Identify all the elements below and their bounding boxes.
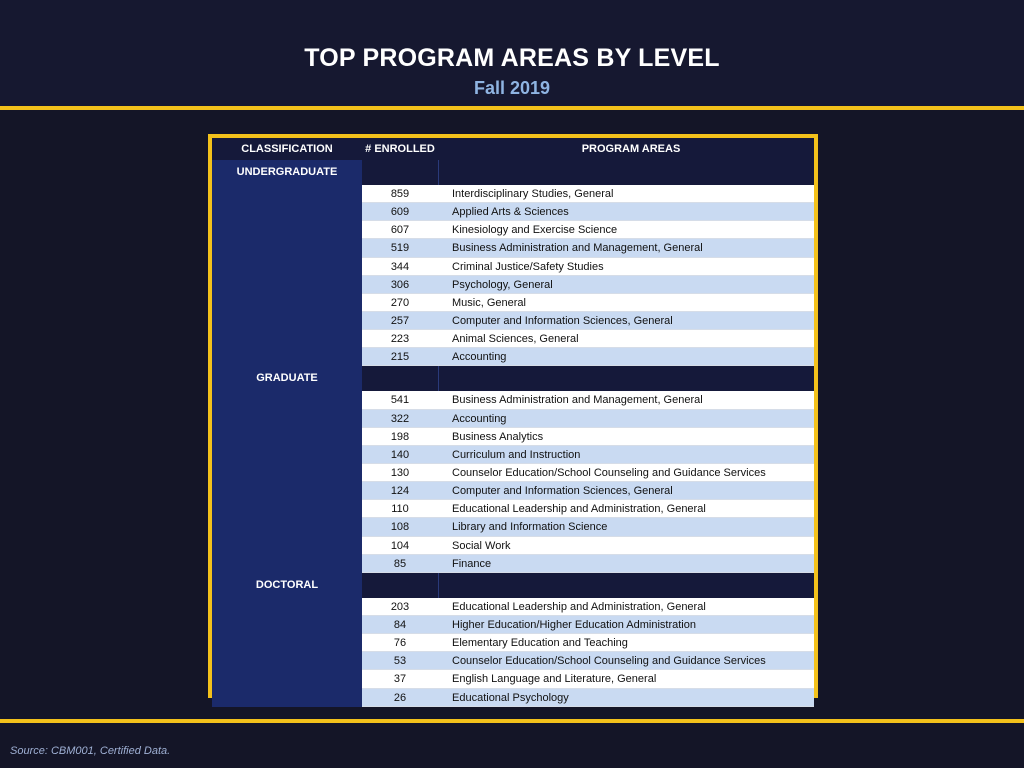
table-row bbox=[212, 312, 814, 330]
program-cell: Accounting bbox=[448, 348, 814, 366]
table-row bbox=[212, 348, 814, 366]
enrolled-cell: 859 bbox=[362, 185, 438, 203]
table-row bbox=[212, 500, 814, 518]
column-header-enrolled: # ENROLLED bbox=[365, 143, 435, 155]
program-cell: Computer and Information Sciences, General bbox=[448, 312, 814, 330]
section-row bbox=[212, 160, 814, 185]
program-cell: Business Administration and Management, General bbox=[448, 391, 814, 409]
program-cell: Curriculum and Instruction bbox=[448, 446, 814, 464]
program-cell: Applied Arts & Sciences bbox=[448, 203, 814, 221]
section-row bbox=[212, 366, 814, 391]
enrolled-cell: 130 bbox=[362, 464, 438, 482]
enrolled-cell: 53 bbox=[362, 652, 438, 670]
table-row bbox=[212, 537, 814, 555]
enrolled-cell: 124 bbox=[362, 482, 438, 500]
table-row bbox=[212, 689, 814, 707]
program-cell: Library and Information Science bbox=[448, 518, 814, 536]
table-header bbox=[212, 138, 814, 160]
enrolled-cell: 198 bbox=[362, 428, 438, 446]
table-row bbox=[212, 203, 814, 221]
table-row bbox=[212, 428, 814, 446]
enrolled-cell: 270 bbox=[362, 294, 438, 312]
table-row bbox=[212, 446, 814, 464]
column-header-classification: CLASSIFICATION bbox=[241, 143, 333, 155]
table-row bbox=[212, 464, 814, 482]
program-cell: English Language and Literature, General bbox=[448, 670, 814, 688]
enrolled-cell: 85 bbox=[362, 555, 438, 573]
table-body bbox=[212, 160, 814, 707]
program-cell: Counselor Education/School Counseling and Guidance Services bbox=[448, 652, 814, 670]
enrolled-cell: 104 bbox=[362, 537, 438, 555]
table-row bbox=[212, 276, 814, 294]
enrolled-cell: 344 bbox=[362, 258, 438, 276]
program-cell: Educational Leadership and Administration, General bbox=[448, 500, 814, 518]
enrolled-cell: 26 bbox=[362, 689, 438, 707]
program-table bbox=[208, 134, 818, 704]
table-row bbox=[212, 616, 814, 634]
program-cell: Social Work bbox=[448, 537, 814, 555]
program-cell: Computer and Information Sciences, General bbox=[448, 482, 814, 500]
program-cell: Finance bbox=[448, 555, 814, 573]
table-row bbox=[212, 294, 814, 312]
program-cell: Kinesiology and Exercise Science bbox=[448, 221, 814, 239]
enrolled-cell: 140 bbox=[362, 446, 438, 464]
program-cell: Music, General bbox=[448, 294, 814, 312]
program-cell: Criminal Justice/Safety Studies bbox=[448, 258, 814, 276]
program-cell: Business Administration and Management, General bbox=[448, 239, 814, 257]
program-cell: Educational Leadership and Administration, General bbox=[448, 598, 814, 616]
program-cell: Psychology, General bbox=[448, 276, 814, 294]
program-cell: Higher Education/Higher Education Administration bbox=[448, 616, 814, 634]
enrolled-cell: 306 bbox=[362, 276, 438, 294]
table-row bbox=[212, 518, 814, 536]
table-row bbox=[212, 598, 814, 616]
page-subtitle: Fall 2019 bbox=[473, 78, 551, 98]
enrolled-cell: 257 bbox=[362, 312, 438, 330]
top-gold-rule bbox=[0, 106, 1024, 110]
section-label: GRADUATE bbox=[212, 366, 362, 391]
table-row bbox=[212, 482, 814, 500]
table-row bbox=[212, 330, 814, 348]
section-row bbox=[212, 573, 814, 598]
program-cell: Animal Sciences, General bbox=[448, 330, 814, 348]
source-note: Source: CBM001, Certified Data. bbox=[10, 745, 171, 757]
enrolled-cell: 110 bbox=[362, 500, 438, 518]
program-cell: Counselor Education/School Counseling and Guidance Services bbox=[448, 464, 814, 482]
enrolled-cell: 203 bbox=[362, 598, 438, 616]
enrolled-cell: 108 bbox=[362, 518, 438, 536]
enrolled-cell: 37 bbox=[362, 670, 438, 688]
enrolled-cell: 76 bbox=[362, 634, 438, 652]
program-cell: Accounting bbox=[448, 410, 814, 428]
enrolled-cell: 322 bbox=[362, 410, 438, 428]
bottom-gold-rule bbox=[0, 719, 1024, 723]
column-header-program-areas: PROGRAM AREAS bbox=[581, 143, 681, 155]
program-cell: Elementary Education and Teaching bbox=[448, 634, 814, 652]
program-cell: Educational Psychology bbox=[448, 689, 814, 707]
enrolled-cell: 519 bbox=[362, 239, 438, 257]
enrolled-cell: 215 bbox=[362, 348, 438, 366]
table-row bbox=[212, 221, 814, 239]
table-row bbox=[212, 410, 814, 428]
table-row bbox=[212, 391, 814, 409]
table-row bbox=[212, 670, 814, 688]
table-row bbox=[212, 634, 814, 652]
table-row bbox=[212, 239, 814, 257]
table-row bbox=[212, 652, 814, 670]
table-row bbox=[212, 555, 814, 573]
section-label: UNDERGRADUATE bbox=[212, 160, 362, 185]
table-row bbox=[212, 258, 814, 276]
enrolled-cell: 541 bbox=[362, 391, 438, 409]
enrolled-cell: 609 bbox=[362, 203, 438, 221]
enrolled-cell: 607 bbox=[362, 221, 438, 239]
table-row bbox=[212, 185, 814, 203]
page-title: TOP PROGRAM AREAS BY LEVEL bbox=[304, 44, 720, 72]
section-label: DOCTORAL bbox=[212, 573, 362, 598]
enrolled-cell: 223 bbox=[362, 330, 438, 348]
enrolled-cell: 84 bbox=[362, 616, 438, 634]
program-cell: Interdisciplinary Studies, General bbox=[448, 185, 814, 203]
program-cell: Business Analytics bbox=[448, 428, 814, 446]
